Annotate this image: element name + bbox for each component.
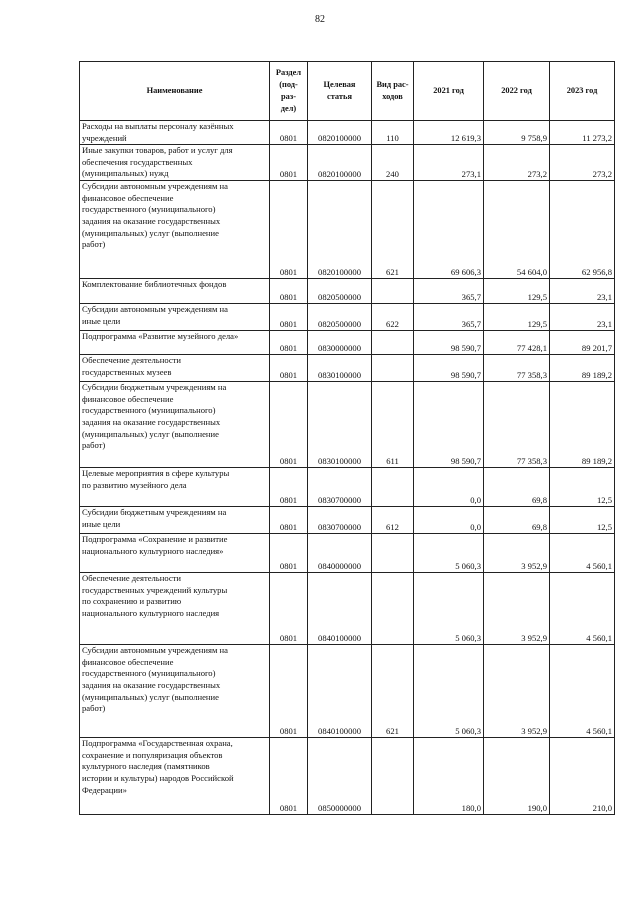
row-value-2021: 0,0 — [414, 468, 484, 507]
row-value-2023: 4 560,1 — [550, 534, 615, 573]
row-value-2022: 77 428,1 — [484, 331, 550, 355]
row-value-2023: 4 560,1 — [550, 645, 615, 738]
row-name: Субсидии автономным учреждениям на финансовое обеспечение государственного (муниципального) задания на оказание государственных (муниципальных) услуг (выполнение работ) — [80, 645, 270, 738]
page-number: 82 — [315, 14, 325, 25]
row-name: Подпрограмма «Государственная охрана, сохранение и популяризация объектов культурного наследия (памятников истории и культуры) народов Российской Федерации» — [80, 738, 270, 815]
row-name: Субсидии бюджетным учреждениям на иные цели — [80, 507, 270, 534]
row-section: 0801 — [270, 304, 308, 331]
row-target: 0830100000 — [308, 382, 372, 468]
row-expense-type — [372, 331, 414, 355]
row-target: 0820100000 — [308, 121, 372, 145]
row-value-2022: 69,8 — [484, 507, 550, 534]
table-row — [80, 645, 615, 738]
row-value-2022: 190,0 — [484, 738, 550, 815]
row-target: 0820100000 — [308, 145, 372, 181]
table-header-row — [80, 62, 615, 121]
row-name: Расходы на выплаты персоналу казённых учреждений — [80, 121, 270, 145]
row-expense-type — [372, 738, 414, 815]
row-name: Иные закупки товаров, работ и услуг для обеспечения государственных (муниципальных) нужд — [80, 145, 270, 181]
row-section: 0801 — [270, 738, 308, 815]
row-expense-type — [372, 468, 414, 507]
table-row — [80, 121, 615, 145]
row-target: 0840000000 — [308, 534, 372, 573]
table-row — [80, 181, 615, 279]
row-expense-type: 621 — [372, 645, 414, 738]
row-target: 0840100000 — [308, 573, 372, 645]
row-value-2022: 129,5 — [484, 279, 550, 304]
row-value-2022: 54 604,0 — [484, 181, 550, 279]
row-expense-type: 611 — [372, 382, 414, 468]
row-expense-type: 110 — [372, 121, 414, 145]
table-row — [80, 468, 615, 507]
row-section: 0801 — [270, 534, 308, 573]
row-value-2023: 273,2 — [550, 145, 615, 181]
row-name: Субсидии бюджетным учреждениям на финансовое обеспечение государственного (муниципального) задания на оказание государственных (муниципальных) услуг (выполнение работ) — [80, 382, 270, 468]
row-value-2022: 3 952,9 — [484, 645, 550, 738]
header-name: Наименование — [80, 62, 270, 121]
row-value-2021: 273,1 — [414, 145, 484, 181]
row-section: 0801 — [270, 331, 308, 355]
row-value-2022: 77 358,3 — [484, 382, 550, 468]
header-target: Целевая статья — [308, 62, 372, 121]
table-row — [80, 534, 615, 573]
row-section: 0801 — [270, 181, 308, 279]
header-2022: 2022 год — [484, 62, 550, 121]
row-section: 0801 — [270, 355, 308, 382]
row-value-2021: 69 606,3 — [414, 181, 484, 279]
row-value-2021: 5 060,3 — [414, 534, 484, 573]
row-section: 0801 — [270, 645, 308, 738]
row-target: 0830000000 — [308, 331, 372, 355]
header-kind: Вид рас- ходов — [372, 62, 414, 121]
row-section: 0801 — [270, 145, 308, 181]
row-section: 0801 — [270, 573, 308, 645]
row-target: 0850000000 — [308, 738, 372, 815]
row-value-2023: 4 560,1 — [550, 573, 615, 645]
row-expense-type: 621 — [372, 181, 414, 279]
header-2021: 2021 год — [414, 62, 484, 121]
row-expense-type: 622 — [372, 304, 414, 331]
row-value-2023: 210,0 — [550, 738, 615, 815]
table-row — [80, 507, 615, 534]
row-value-2023: 11 273,2 — [550, 121, 615, 145]
table-row — [80, 355, 615, 382]
row-name: Комплектование библиотечных фондов — [80, 279, 270, 304]
row-section: 0801 — [270, 468, 308, 507]
row-target: 0830700000 — [308, 468, 372, 507]
row-target: 0830700000 — [308, 507, 372, 534]
table-row — [80, 331, 615, 355]
row-value-2023: 89 201,7 — [550, 331, 615, 355]
row-value-2023: 89 189,2 — [550, 382, 615, 468]
row-value-2022: 77 358,3 — [484, 355, 550, 382]
row-value-2021: 98 590,7 — [414, 355, 484, 382]
row-name: Целевые мероприятия в сфере культуры по развитию музейного дела — [80, 468, 270, 507]
table-row — [80, 304, 615, 331]
row-expense-type — [372, 279, 414, 304]
row-expense-type — [372, 573, 414, 645]
row-value-2023: 23,1 — [550, 304, 615, 331]
header-section: Раздел (под- раз- дел) — [270, 62, 308, 121]
row-value-2022: 129,5 — [484, 304, 550, 331]
row-value-2021: 180,0 — [414, 738, 484, 815]
row-value-2021: 365,7 — [414, 279, 484, 304]
row-target: 0820100000 — [308, 181, 372, 279]
row-target: 0820500000 — [308, 279, 372, 304]
row-value-2022: 3 952,9 — [484, 534, 550, 573]
row-name: Подпрограмма «Сохранение и развитие национального культурного наследия» — [80, 534, 270, 573]
row-section: 0801 — [270, 507, 308, 534]
row-target: 0820500000 — [308, 304, 372, 331]
row-value-2021: 98 590,7 — [414, 331, 484, 355]
row-section: 0801 — [270, 382, 308, 468]
table-row — [80, 738, 615, 815]
row-target: 0840100000 — [308, 645, 372, 738]
row-expense-type — [372, 355, 414, 382]
row-target: 0830100000 — [308, 355, 372, 382]
row-value-2022: 9 758,9 — [484, 121, 550, 145]
row-value-2023: 12,5 — [550, 468, 615, 507]
header-2023: 2023 год — [550, 62, 615, 121]
row-name: Обеспечение деятельности государственных музеев — [80, 355, 270, 382]
row-value-2022: 3 952,9 — [484, 573, 550, 645]
row-value-2023: 12,5 — [550, 507, 615, 534]
table-row — [80, 573, 615, 645]
row-value-2021: 5 060,3 — [414, 645, 484, 738]
row-name: Подпрограмма «Развитие музейного дела» — [80, 331, 270, 355]
row-value-2023: 62 956,8 — [550, 181, 615, 279]
row-name: Субсидии автономным учреждениям на финансовое обеспечение государственного (муниципального) задания на оказание государственных (муниципальных) услуг (выполнение работ) — [80, 181, 270, 279]
budget-table — [79, 61, 615, 815]
row-name: Субсидии автономным учреждениям на иные цели — [80, 304, 270, 331]
row-name: Обеспечение деятельности государственных учреждений культуры по сохранению и развитию национального культурного наследия — [80, 573, 270, 645]
row-section: 0801 — [270, 279, 308, 304]
row-value-2021: 98 590,7 — [414, 382, 484, 468]
row-value-2022: 273,2 — [484, 145, 550, 181]
row-expense-type — [372, 534, 414, 573]
row-value-2021: 5 060,3 — [414, 573, 484, 645]
row-value-2023: 89 189,2 — [550, 355, 615, 382]
table-row — [80, 145, 615, 181]
row-value-2021: 365,7 — [414, 304, 484, 331]
row-value-2023: 23,1 — [550, 279, 615, 304]
row-value-2021: 0,0 — [414, 507, 484, 534]
table-row — [80, 382, 615, 468]
row-expense-type: 240 — [372, 145, 414, 181]
row-expense-type: 612 — [372, 507, 414, 534]
row-section: 0801 — [270, 121, 308, 145]
table-row — [80, 279, 615, 304]
row-value-2021: 12 619,3 — [414, 121, 484, 145]
row-value-2022: 69,8 — [484, 468, 550, 507]
